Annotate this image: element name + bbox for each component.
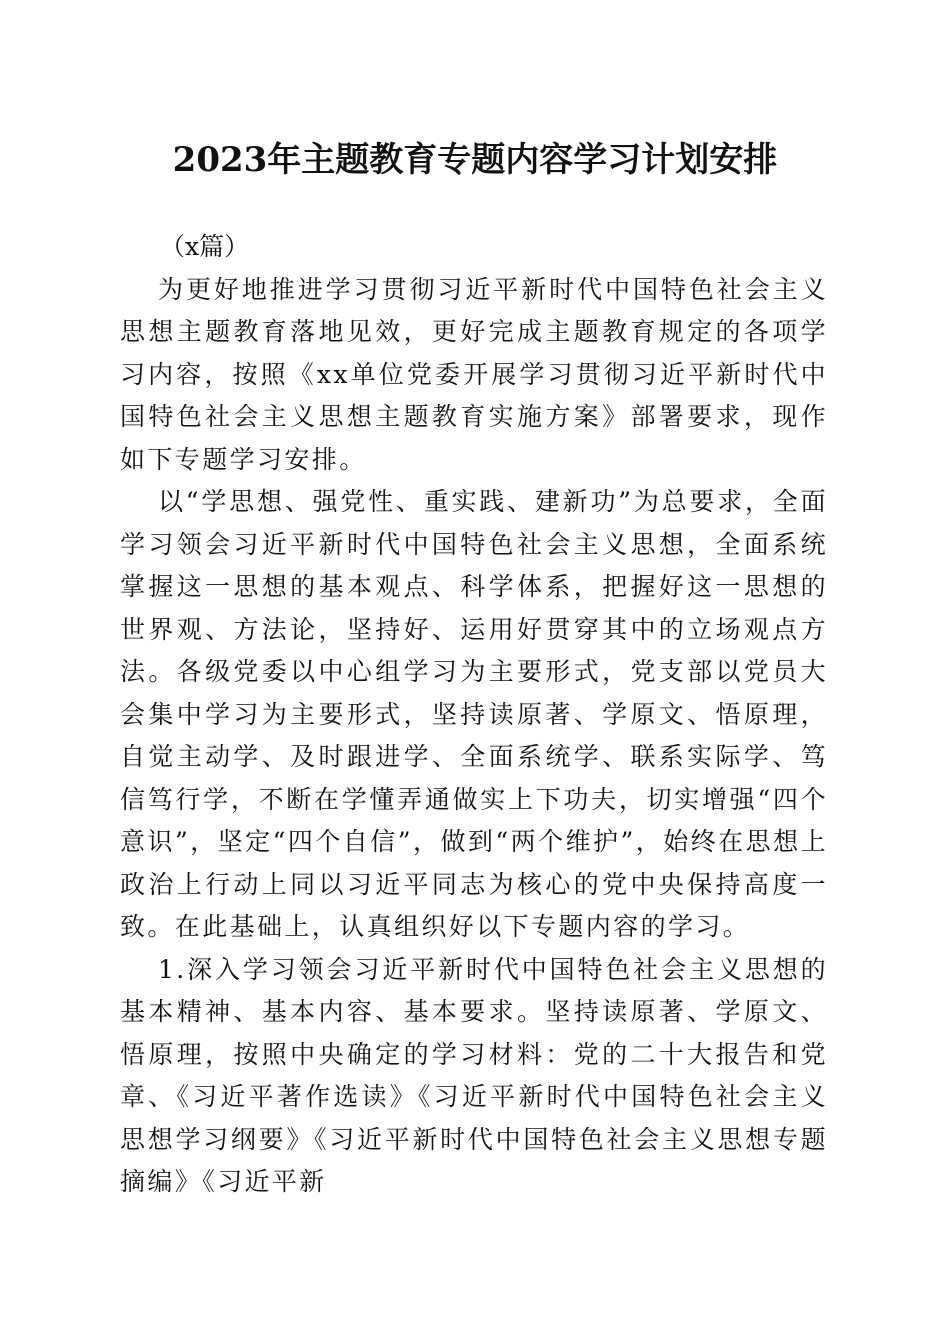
paragraph-item-1: 1.深入学习领会习近平新时代中国特色社会主义思想的基本精神、基本内容、基本要求。坚持读原著、学原文、悟原理，按照中央确定的学习材料：党的二十大报告和党章、《习近平著作选读》《习近平新时代中国特色社会主义思想学习纲要》《习近平新时代中国特色社会主义思想专题摘编》《习近平新 <box>120 954 828 1196</box>
document-body <box>120 226 828 1204</box>
paragraph-intro: 为更好地推进学习贯彻习近平新时代中国特色社会主义思想主题教育落地见效，更好完成主题教育规定的各项学习内容，按照《xx单位党委开展学习贯彻习近平新时代中国特色社会主义思想主题教育实施方案》部署要求，现作如下专题学习安排。 <box>120 274 828 474</box>
document-subtitle: （x篇） <box>160 232 250 261</box>
paragraph-requirements: 以“学思想、强党性、重实践、建新功”为总要求，全面学习领会习近平新时代中国特色社会主义思想，全面系统掌握这一思想的基本观点、科学体系，把握好这一思想的世界观、方法论，坚持好、运用好贯穿其中的立场观点方法。各级党委以中心组学习为主要形式，党支部以党员大会集中学习为主要形式，坚持读原著、学原文、悟原理，自觉主动学、及时跟进学、全面系统学、联系实际学、笃信笃行学，不断在学懂弄通做实上下功夫，切实增强“四个意识”，坚定“四个自信”，做到“两个维护”，始终在思想上政治上行动上同以习近平同志为核心的党中央保持高度一致。在此基础上，认真组织好以下专题内容的学习。 <box>120 487 828 941</box>
document-title: 2023年主题教育专题内容学习计划安排 <box>172 140 778 180</box>
